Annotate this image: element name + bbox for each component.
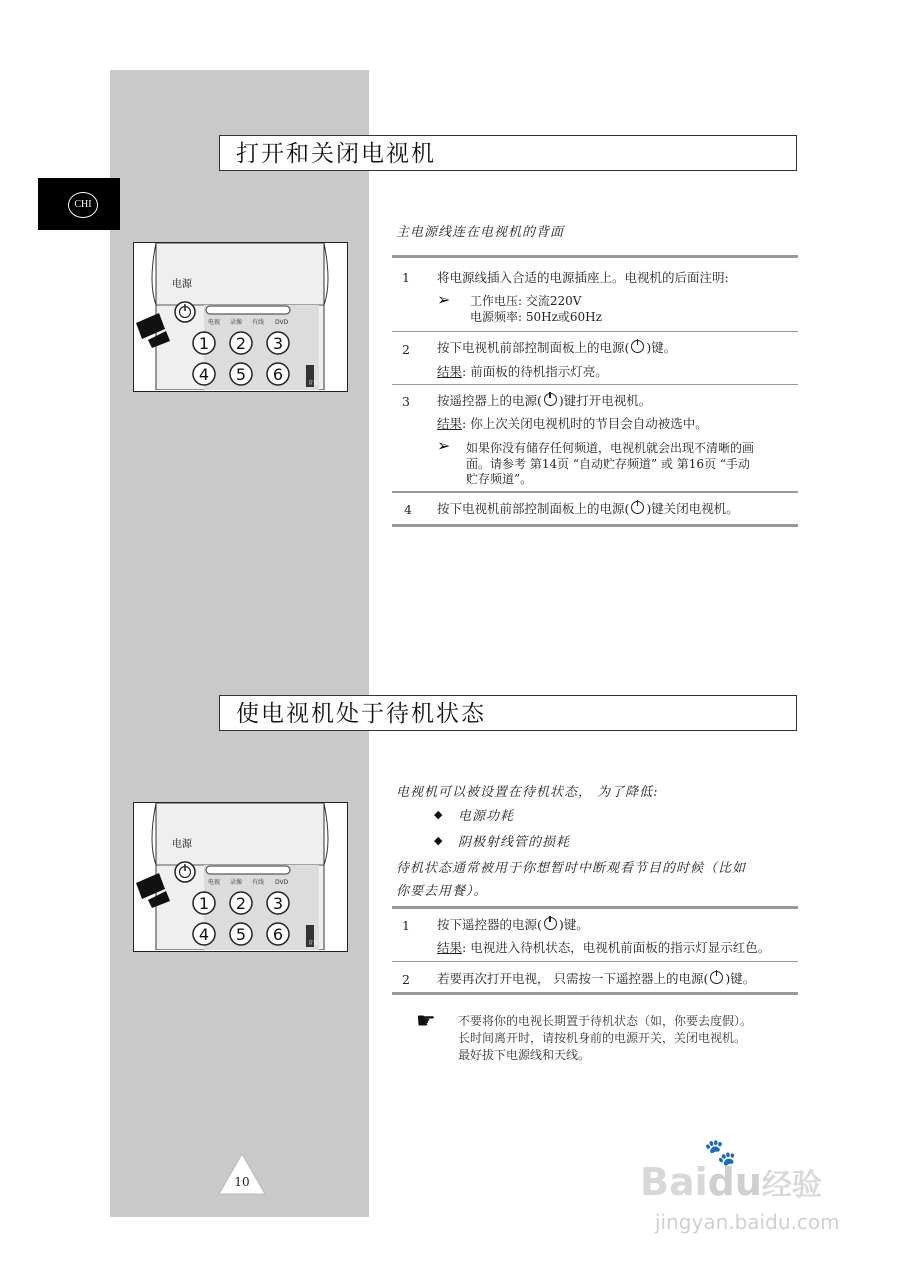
panel-source-label: 电视 <box>208 319 221 326</box>
front-panel-illustration <box>133 802 348 952</box>
panel-source-label: DVD <box>275 319 289 326</box>
power-icon <box>544 917 557 930</box>
spec-frequency: 电源频率: 50Hz或60Hz <box>470 310 602 324</box>
step-text <box>437 501 739 517</box>
diamond-bullet-icon: ◆ <box>434 808 443 821</box>
step-text-part: )键。 <box>558 917 589 932</box>
note-line: 贮存频道”。 <box>466 472 533 486</box>
key-2: 2 <box>235 334 247 353</box>
step-result <box>437 940 770 956</box>
power-icon <box>631 340 644 353</box>
panel-source-label: 录像 <box>230 319 243 326</box>
step-number: 2 <box>402 342 410 357</box>
step-number: 2 <box>402 972 410 987</box>
divider <box>392 331 798 332</box>
section1-intro: 主电源线连在电视机的背面 <box>396 225 565 240</box>
panel-side-label: 音量 <box>308 940 319 946</box>
key-1: 1 <box>198 334 210 353</box>
divider <box>392 906 798 909</box>
divider <box>392 255 798 258</box>
key-4: 4 <box>198 925 210 944</box>
key-3: 3 <box>272 894 284 913</box>
watermark-brand: Bai <box>640 1160 708 1204</box>
step-result <box>437 364 608 380</box>
section2-intro: 电视机可以被设置在待机状态， 为了降低: <box>396 785 659 800</box>
divider <box>392 491 798 493</box>
step-text <box>437 393 651 409</box>
result-label: 结果 <box>437 364 463 379</box>
panel-side-label: 音量 <box>308 380 319 386</box>
panel-source-label: 电视 <box>208 879 221 886</box>
key-5: 5 <box>235 365 247 384</box>
divider <box>392 524 798 527</box>
bullet-item: 电源功耗 <box>458 809 515 824</box>
section2-paragraph: 待机状态通常被用于你想暂时中断观看节目的时候（比如 <box>396 861 747 876</box>
step-text-part: )键关闭电视机。 <box>646 501 739 516</box>
note-line: 面。请参考 第14页 “自动贮存频道” 或 第16页 “手动 <box>466 457 751 471</box>
step-text: 将电源线插入合适的电源插座上。电视机的后面注明: <box>437 270 729 285</box>
step-number: 1 <box>402 270 410 285</box>
key-5: 5 <box>235 925 247 944</box>
power-icon <box>710 971 723 984</box>
divider <box>392 961 798 962</box>
power-icon <box>631 501 644 514</box>
key-1: 1 <box>198 894 210 913</box>
divider <box>392 992 798 995</box>
result-text: : 你上次关闭电视机时的节目会自动被选中。 <box>462 416 708 431</box>
front-panel-drawing <box>134 243 346 390</box>
front-panel-drawing <box>134 803 346 950</box>
pointing-hand-icon: ☛ <box>416 1009 436 1034</box>
front-panel-illustration <box>133 242 348 392</box>
step-text-part: )键打开电视机。 <box>558 393 652 408</box>
panel-source-label: 有线 <box>252 319 265 326</box>
watermark-brand-cn: 经验 <box>761 1168 822 1203</box>
step-text-part: )键。 <box>646 340 677 355</box>
step-text-part: 若要再次打开电视， 只需按一下遥控器上的电源( <box>437 971 709 986</box>
paw-icon: 🐾 <box>704 1138 737 1168</box>
step-text-part: 按下电视机前部控制面板上的电源( <box>437 501 630 516</box>
language-badge: CHI <box>68 192 98 218</box>
result-label: 结果 <box>437 940 463 955</box>
diamond-bullet-icon: ◆ <box>434 834 443 847</box>
key-6: 6 <box>272 925 284 944</box>
result-label: 结果 <box>437 416 463 431</box>
note-line: 如果你没有储存任何频道，电视机就会出现不清晰的画 <box>466 441 755 455</box>
panel-power-label: 电源 <box>172 279 192 290</box>
step-text-part: 按下遥控器的电源( <box>437 917 542 932</box>
panel-power-label: 电源 <box>172 839 192 850</box>
note-line: 最好拔下电源线和天线。 <box>458 1048 591 1062</box>
arrow-icon: ➢ <box>437 290 451 309</box>
panel-source-label: 有线 <box>252 879 265 886</box>
step-text <box>437 340 676 356</box>
result-text: : 前面板的待机指示灯亮。 <box>462 364 608 379</box>
key-4: 4 <box>198 365 210 384</box>
key-3: 3 <box>272 334 284 353</box>
bullet-item: 阴极射线管的损耗 <box>458 835 571 850</box>
step-text <box>437 971 755 987</box>
step-text-part: )键。 <box>725 971 756 986</box>
page-number: 10 <box>234 1175 250 1189</box>
spec-voltage: 工作电压: 交流220V <box>470 294 582 308</box>
step-text-part: 按下电视机前部控制面板上的电源( <box>437 340 630 355</box>
key-6: 6 <box>272 365 284 384</box>
step-result <box>437 416 708 432</box>
key-2: 2 <box>235 894 247 913</box>
section2-paragraph: 你要去用餐）。 <box>396 884 488 899</box>
watermark-url: jingyan.baidu.com <box>655 1210 840 1234</box>
note-line: 不要将你的电视长期置于待机状态（如，你要去度假）。 <box>458 1014 753 1028</box>
divider <box>392 384 798 385</box>
panel-source-label: 录像 <box>230 879 243 886</box>
step-number: 4 <box>404 502 412 517</box>
step-number: 3 <box>402 394 410 409</box>
step-text-part: 按遥控器上的电源( <box>437 393 542 408</box>
step-text <box>437 917 589 933</box>
panel-source-label: DVD <box>275 879 289 886</box>
result-text: : 电视进入待机状态，电视机前面板的指示灯显示红色。 <box>462 940 771 955</box>
step-number: 1 <box>402 918 410 933</box>
power-icon <box>544 393 557 406</box>
section-title-power-on-off: 打开和关闭电视机 <box>219 135 797 171</box>
watermark-brand: du <box>707 1160 762 1204</box>
arrow-icon: ➢ <box>437 436 451 455</box>
section-title-standby: 使电视机处于待机状态 <box>219 695 797 731</box>
note-line: 长时间离开时，请按机身前的电源开关，关闭电视机。 <box>458 1031 747 1045</box>
